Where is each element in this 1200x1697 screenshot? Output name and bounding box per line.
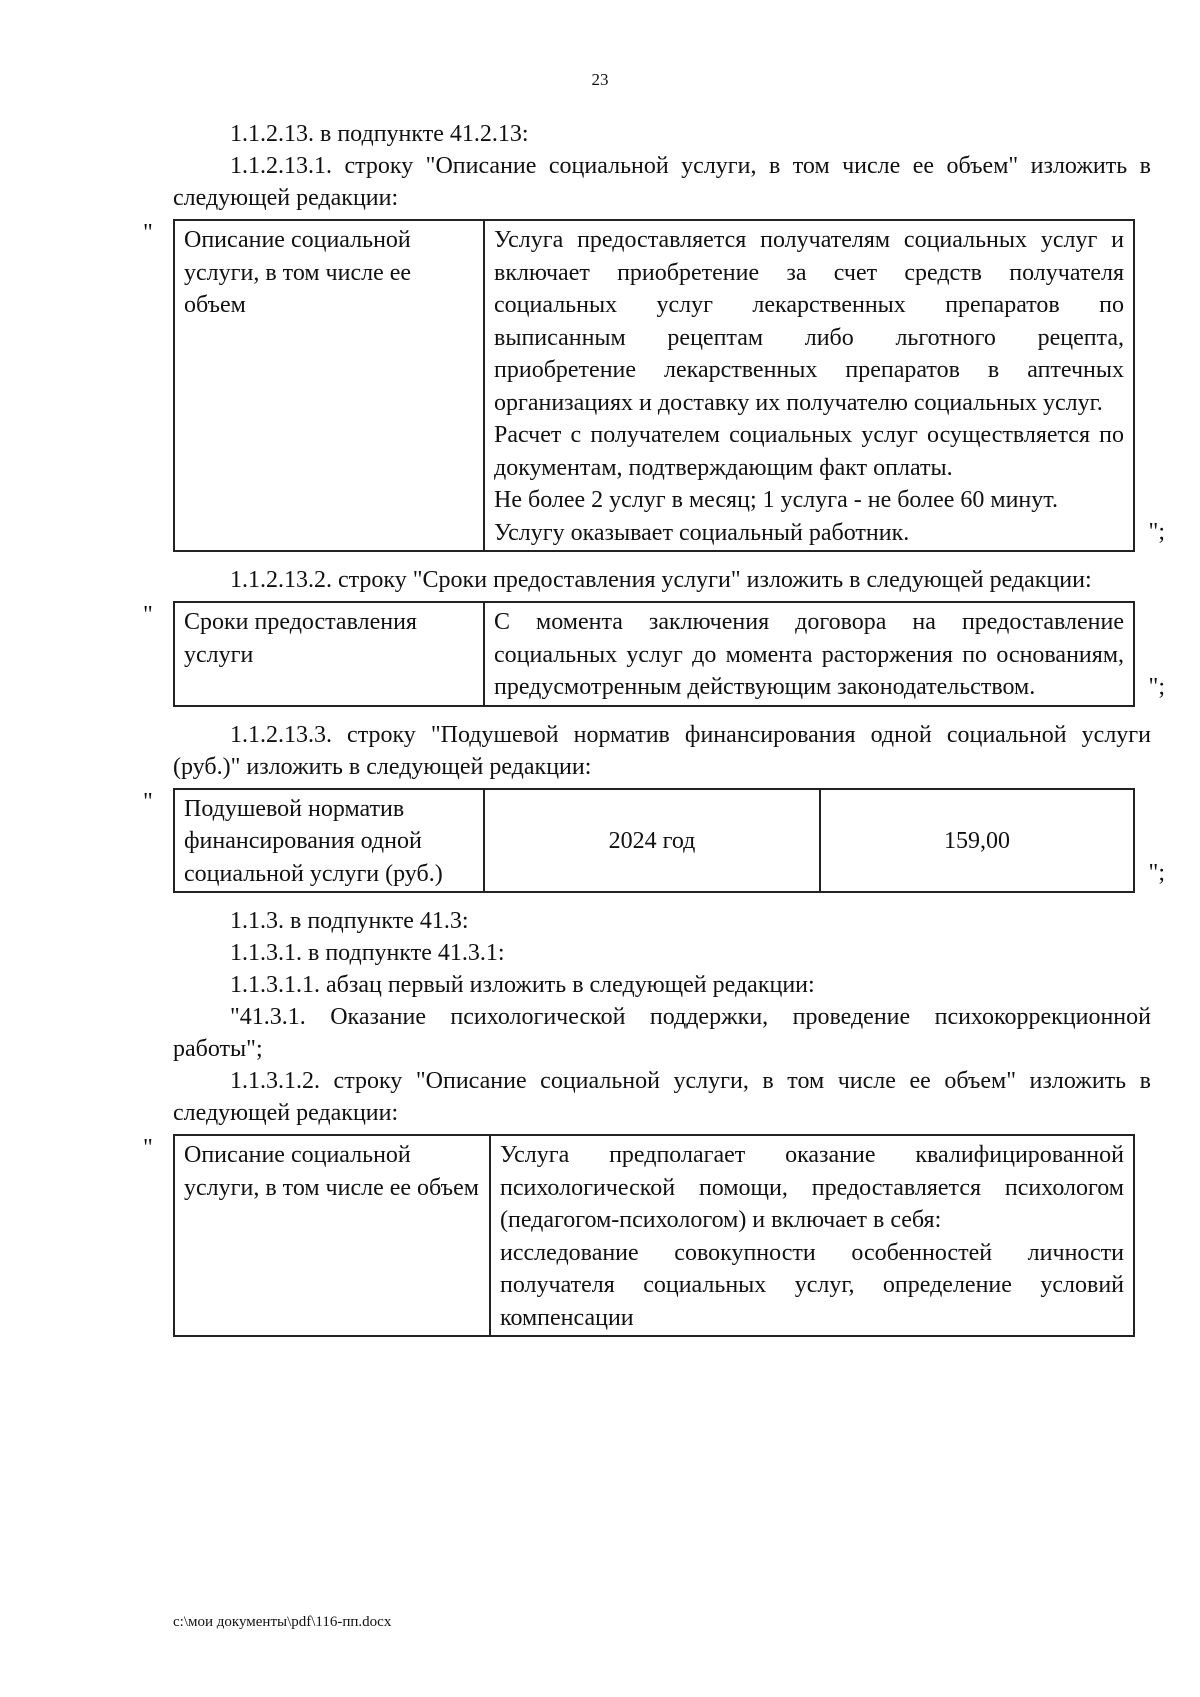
paragraph-1-1-3-1: 1.1.3.1. в подпункте 41.3.1: — [230, 940, 505, 966]
paragraph-1-1-3-1-1: 1.1.3.1.1. абзац первый изложить в следующей редакции: — [230, 972, 815, 998]
table-cell-description: С момента заключения договора на предоставление социальных услуг до момента расторжения по основаниям, предусмотренным действующим законодательством. — [484, 602, 1134, 706]
close-quote: "; — [1148, 519, 1165, 545]
description-paragraph: Расчет с получателем социальных услуг осуществляется по документам, подтверждающим факт оплаты. — [494, 422, 1124, 481]
table-row — [174, 602, 1134, 706]
table-cell-label: Описание социальной услуги, в том числе ее объем — [174, 1135, 490, 1336]
table-financing-norm — [173, 788, 1135, 894]
open-quote: " — [143, 220, 153, 246]
table-service-terms — [173, 601, 1135, 707]
table-row — [174, 1135, 1134, 1336]
table-cell-description — [490, 1135, 1134, 1336]
table-description-block — [143, 219, 1165, 552]
table-row — [174, 789, 1134, 893]
footer-file-path: c:\мои документы\pdf\116-пп.docx — [173, 1614, 392, 1630]
table-cell-year: 2024 год — [484, 789, 820, 893]
table-cell-description — [484, 220, 1134, 551]
open-quote: " — [143, 788, 153, 815]
table-service-description — [173, 219, 1135, 552]
table-terms-block — [143, 601, 1165, 707]
paragraph-1-1-2-13-1: 1.1.2.13.1. строку "Описание социальной услуги, в том числе ее объем" изложить в следующей редакции: — [173, 153, 1151, 211]
description-paragraph: Услуга предоставляется получателям социальных услуг и включает приобретение за счет средств получателя социальных услуг лекарственных препаратов по выписанным рецептам либо льготного рецепта, приобретение лекарственных препаратов в аптечных организациях и доставку их получателю социальных услуг. — [494, 227, 1124, 416]
page-number: 23 — [591, 70, 609, 89]
table-psych-description — [173, 1134, 1135, 1337]
paragraph-1-1-2-13: 1.1.2.13. в подпункте 41.2.13: — [230, 121, 529, 147]
table-psych-block — [143, 1134, 1151, 1337]
table-cell-value: 159,00 — [820, 789, 1134, 893]
open-quote: " — [143, 602, 153, 628]
table-cell-label: Сроки предоставления услуги — [174, 602, 484, 706]
paragraph-1-1-3-1-2: 1.1.3.1.2. строку "Описание социальной услуги, в том числе ее объем" изложить в следующей редакции: — [173, 1068, 1151, 1126]
open-quote: " — [143, 1135, 153, 1161]
paragraph-41-3-1: "41.3.1. Оказание психологической поддержки, проведение психокоррекционной работы"; — [173, 1004, 1151, 1062]
paragraph-1-1-2-13-3: 1.1.2.13.3. строку "Подушевой норматив финансирования одной социальной услуги (руб.)" изложить в следующей редакции: — [173, 721, 1151, 780]
close-quote: "; — [1148, 673, 1165, 700]
document-body — [143, 118, 1165, 1349]
description-paragraph: Услугу оказывает социальный работник. — [494, 519, 910, 546]
table-norm-block — [143, 788, 1165, 894]
table-cell-label: Описание социальной услуги, в том числе ее объем — [174, 220, 484, 551]
table-row — [174, 220, 1134, 551]
table-cell-label: Подушевой норматив финансирования одной социальной услуги (руб.) — [174, 789, 484, 893]
close-quote: "; — [1148, 860, 1165, 886]
paragraph-1-1-3: 1.1.3. в подпункте 41.3: — [230, 908, 469, 934]
description-paragraph: Услуга предполагает оказание квалифицированной психологической помощи, предоставляется психологом (педагогом-психологом) и включает в себя: — [500, 1142, 1124, 1233]
paragraph-1-1-2-13-2: 1.1.2.13.2. строку "Сроки предоставления услуги" изложить в следующей редакции: — [230, 567, 1092, 593]
description-paragraph: исследование совокупности особенностей личности получателя социальных услуг, определение условий компенсации — [500, 1239, 1124, 1331]
description-paragraph: Не более 2 услуг в месяц; 1 услуга - не более 60 минут. — [494, 487, 1058, 513]
